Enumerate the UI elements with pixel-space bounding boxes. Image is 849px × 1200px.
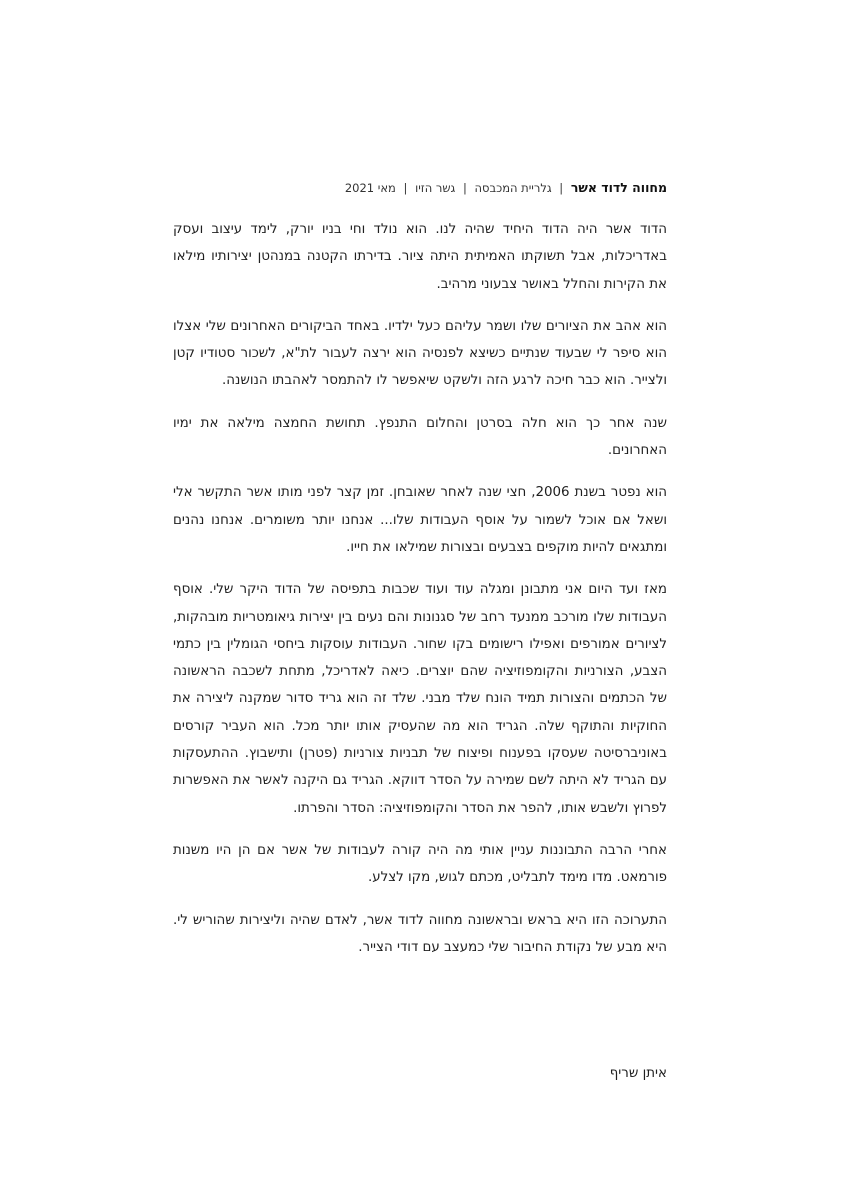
- paragraph-paintings: הוא אהב את הציורים שלו ושמר עליהם כעל ילדיו. באחד הביקורים האחרונים שלי אצלו הוא סיפר לי שבעוד שנתיים כשיצא לפנסיה הוא ירצה לעבור לת"א, לשכור סטודיו קטן ולצייר. הוא כבר חיכה לרגע הזה ולשקט שיאפשר לו להתמסר לאהבתו הנושנה.: [173, 318, 667, 389]
- paragraph-intro: הדוד אשר היה הדוד היחיד שהיה לנו. הוא נולד וחי בניו יורק, לימד עיצוב ועסק באדריכלות, אבל תשוקתו האמיתית היתה ציור. בדירתו הקטנה במנהטן יצירותיו מילאו את הקירות והחלל באושר צבעוני מרהיב.: [173, 222, 667, 292]
- paragraph-illness: שנה אחר כך הוא חלה בסרטן והחלום התנפץ. תחושת החמצה מילאה את ימיו האחרונים.: [173, 415, 667, 459]
- paragraph-passing: הוא נפטר בשנת 2006, חצי שנה לאחר שאובחן. זמן קצר לפני מותו אשר התקשר אלי ושאל אם אוכל לשמור על אוסף העבודות שלו... אנחנו יותר משומרים. אנחנו נהנים ומתגאים להיות מוקפים בצבעים ובצורות שמילאו את חייו.: [173, 485, 668, 555]
- exhibition-date: מאי 2021: [344, 181, 396, 195]
- exhibition-title: מחווה לדוד אשר: [570, 180, 667, 195]
- paragraph-grid: מאז ועד היום אני מתבונן ומגלה עוד ועוד שכבות בתפיסה של הדוד היקר שלי. אוסף העבודות שלו מורכב ממנעד רחב של סגנונות והם נעים בין יצירות גיאומטריות מובהקות, לציורים אמורפים ואפילו רישומים בקו שחור. העבודות עוסקות ביחסי הגומלין בין כתמי הצבע, הצורניות והקומפוזיציה שהם יוצרים. כיאה לאדריכל, מתחת לשכבה הראשונה של הכתמים והצורות תמיד הונח שלד מבני. שלד זה הוא גריד סדור שמקנה ליצירה את החוקיות והתוקף שלה. הגריד הוא מה שהעסיק אותו יותר מכל. הוא העביר קורסים באוניברסיטה שעסקו בפענוח ופיצוח של תבניות צורניות (פטרן) ותישבוץ. ההתעסקות עם הגריד לא היתה לשם שמירה על הסדר דווקא. הגריד גם היקנה לאשר את האפשרות לפרוץ ולשבש אותו, להפר את הסדר והקומפוזיציה: הסדר והפרתו.: [173, 582, 667, 816]
- author-signature: איתן שריף: [609, 1066, 667, 1081]
- location-name: גשר הזיו: [415, 181, 456, 195]
- header-separator: |: [403, 181, 408, 195]
- document-body: [173, 178, 667, 976]
- gallery-name: גלריית המכבסה: [474, 181, 552, 195]
- document-header: [173, 178, 667, 198]
- header-separator: |: [462, 181, 467, 195]
- header-separator: |: [559, 181, 564, 195]
- paragraph-format: אחרי הרבה התבוננות עניין אותי מה היה קורה לעבודות של אשר אם הן היו משנות פורמאט. מדו מימד לתבליט, מכתם לגוש, מקו לצלע.: [173, 842, 667, 886]
- paragraph-tribute: התערוכה הזו היא בראש ובראשונה מחווה לדוד אשר, לאדם שהיה וליצירות שהוריש לי. היא מבע של נקודת החיבור שלי כמעצב עם דודי הצייר.: [173, 912, 667, 955]
